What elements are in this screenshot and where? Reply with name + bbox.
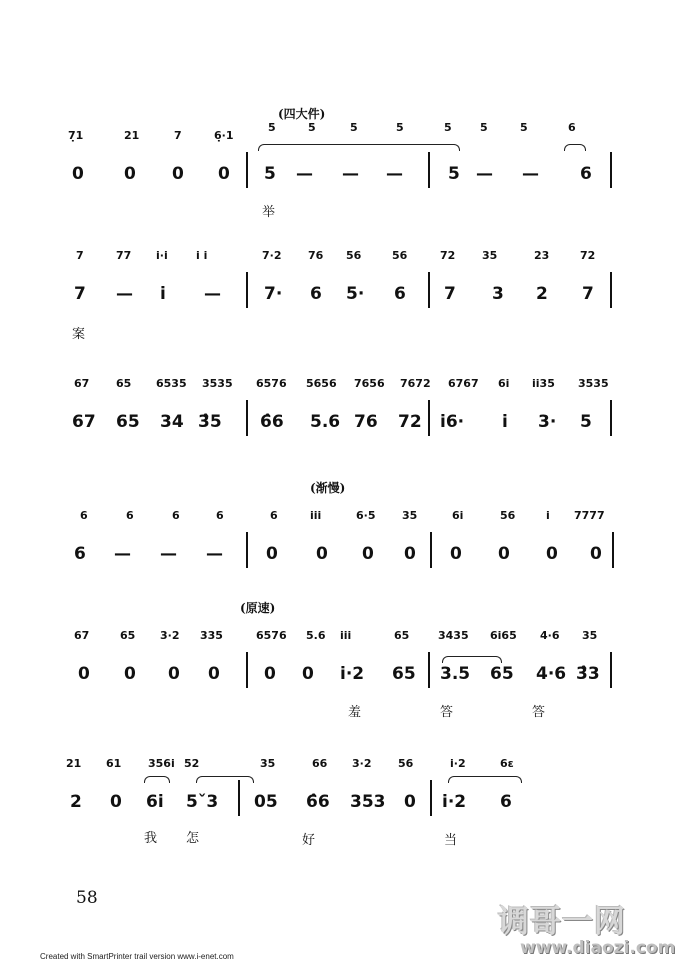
lower-note: 0 [78,664,90,684]
lower-note: — [204,284,221,304]
upper-note: 5 [396,121,404,134]
slur [564,144,586,151]
lower-note: 0 [404,544,416,564]
lower-note: 2 [536,284,548,304]
lower-note: 7 [74,284,86,304]
slur [448,776,522,783]
lyric: 当 [444,833,458,848]
upper-note: 7 [174,129,182,142]
lower-note: — [476,164,493,184]
lower-note: 6 [74,544,86,564]
barline [610,400,612,436]
upper-note: 3535 [202,377,233,390]
upper-note: 3·2 [160,629,180,642]
lower-note: 0 [168,664,180,684]
upper-note: 5 [520,121,528,134]
upper-note: 5 [308,121,316,134]
upper-note: 5 [268,121,276,134]
lower-note: 6 [310,284,322,304]
upper-note: 77 [116,249,132,262]
lower-note: 7 [444,284,456,304]
lower-note: 34 [160,412,184,432]
lower-note: 2 [70,792,82,812]
lower-note: 72 [398,412,422,432]
upper-note: 6 [216,509,224,522]
lower-note: — [206,544,223,564]
lower-note: i·2 [442,792,467,812]
upper-note: 72 [440,249,456,262]
lower-note: 353 [350,792,386,812]
lower-note: 0 [450,544,462,564]
lower-note: 4·6 [536,664,567,684]
lower-note: 3· [538,412,557,432]
lyric: 好 [302,833,316,848]
lower-note: 0 [110,792,122,812]
barline [610,152,612,188]
lower-note: 0 [498,544,510,564]
system-1 [0,100,690,250]
lyric: 我 [144,831,158,846]
lower-note: 0 [218,164,230,184]
upper-note: 6576 [256,377,287,390]
upper-note: 6535 [156,377,187,390]
lower-note: 5ˇ3 [186,792,219,812]
lower-note: i [160,284,166,304]
credit-line: Created with SmartPrinter trail version www.i-enet.com [40,952,234,961]
barline [428,652,430,688]
barline [246,532,248,568]
barline [430,532,432,568]
lower-note: 6̂6 [306,792,330,812]
upper-note: 6767 [448,377,479,390]
upper-note: 56 [392,249,408,262]
lower-note: 65 [116,412,140,432]
barline [246,272,248,308]
lower-note: 0 [302,664,314,684]
slur [196,776,254,783]
lower-note: 0 [124,164,136,184]
upper-note: 72 [580,249,596,262]
lower-note: 3̂3 [576,664,600,684]
lyric: 羞 [348,705,362,720]
lower-note: i6· [440,412,465,432]
lyric: 举 [262,205,276,220]
lower-note: 6̂6 [260,412,284,432]
upper-note: 6i65 [490,629,517,642]
lower-note: 0 [264,664,276,684]
lower-note: 5.6 [310,412,341,432]
lower-note: 0 [546,544,558,564]
lower-note: — [160,544,177,564]
barline [428,272,430,308]
lower-note: — [522,164,539,184]
lower-note: 0 [124,664,136,684]
barline [428,400,430,436]
lower-note: 67 [72,412,96,432]
upper-note: 21 [66,757,82,770]
upper-note: 5 [480,121,488,134]
upper-note: 7̣1 [68,129,84,142]
upper-note: i·2 [450,757,466,770]
lyric: 案 [72,327,86,342]
lower-note: 6 [394,284,406,304]
upper-note: 3435 [438,629,469,642]
upper-note: 4·6 [540,629,560,642]
lower-note: 6 [580,164,592,184]
lower-note: 0 [590,544,602,564]
upper-note: 5.6 [306,629,326,642]
upper-note: 6·5 [356,509,376,522]
barline [610,652,612,688]
upper-note: 6576 [256,629,287,642]
upper-note: 35 [482,249,498,262]
lower-note: — [296,164,313,184]
lower-note: — [386,164,403,184]
upper-note: 76 [308,249,324,262]
lower-note: — [342,164,359,184]
upper-note: 61 [106,757,122,770]
upper-note: 6 [126,509,134,522]
lower-note: 0 [316,544,328,564]
lower-note: 0 [72,164,84,184]
barline [610,272,612,308]
lower-note: 6i [146,792,164,812]
lower-note: i·2 [340,664,365,684]
upper-note: 56 [346,249,362,262]
upper-note: 335 [200,629,223,642]
lower-note: i [502,412,508,432]
upper-note: 7·2 [262,249,282,262]
upper-note: 6 [568,121,576,134]
upper-note: 67 [74,377,90,390]
upper-note: 65 [116,377,132,390]
lyric: 答 [532,705,546,720]
upper-note: 6 [80,509,88,522]
upper-note: 7672 [400,377,431,390]
upper-note: 66 [312,757,328,770]
upper-note: ii35 [532,377,555,390]
upper-note: 6ε [500,757,514,770]
barline [246,400,248,436]
upper-note: 6̣·1 [214,129,234,142]
lower-note: 0 [362,544,374,564]
page-number: 58 [76,888,98,908]
tempo-mark: (四大件) [278,107,326,121]
lower-note: 7 [582,284,594,304]
upper-note: i i [196,249,208,262]
upper-note: 56 [398,757,414,770]
upper-note: 67 [74,629,90,642]
barline [238,780,240,816]
lyric: 怎 [186,831,200,846]
lower-note: 65 [490,664,514,684]
lower-note: 0 [404,792,416,812]
lower-note: 3 [492,284,504,304]
upper-note: 56 [500,509,516,522]
lower-note: 6 [500,792,512,812]
upper-note: 7777 [574,509,605,522]
upper-note: 6i [452,509,464,522]
lower-note: 5· [346,284,365,304]
upper-note: 6i [498,377,510,390]
upper-note: 21 [124,129,140,142]
lower-note: — [116,284,133,304]
upper-note: 6 [172,509,180,522]
lower-note: 5 [264,164,276,184]
upper-note: 5656 [306,377,337,390]
lower-note: 65 [392,664,416,684]
upper-note: 7656 [354,377,385,390]
upper-note: 35 [402,509,418,522]
upper-note: 5 [350,121,358,134]
lower-note: 3̂5 [198,412,222,432]
tempo-mark: (原速) [240,601,276,615]
tempo-mark: (渐慢) [310,481,346,495]
barline [430,780,432,816]
upper-note: 5 [444,121,452,134]
slur [442,656,502,663]
upper-note: iii [340,629,352,642]
barline [246,152,248,188]
upper-note: 7 [76,249,84,262]
barline [612,532,614,568]
upper-note: 52 [184,757,200,770]
upper-note: i [546,509,550,522]
slur [144,776,170,783]
upper-note: 3·2 [352,757,372,770]
upper-note: iii [310,509,322,522]
upper-note: 6 [270,509,278,522]
upper-note: 35 [582,629,598,642]
lower-note: 05 [254,792,278,812]
lower-note: 0 [266,544,278,564]
upper-note: 23 [534,249,550,262]
slur [258,144,460,151]
system-5 [0,600,690,750]
lyric: 答 [440,705,454,720]
lower-note: 76 [354,412,378,432]
system-6 [0,748,690,898]
lower-note: 0 [172,164,184,184]
upper-note: 3535 [578,377,609,390]
lower-note: 0 [208,664,220,684]
barline [428,152,430,188]
upper-note: 65 [120,629,136,642]
lower-note: 5 [580,412,592,432]
lower-note: — [114,544,131,564]
site-watermark: 调哥一网 [498,904,626,940]
lower-note: 7· [264,284,283,304]
upper-note: i·i [156,249,168,262]
site-watermark-url: www.diaozi.com [520,938,676,958]
upper-note: 35 [260,757,276,770]
upper-note: 356i [148,757,175,770]
barline [246,652,248,688]
lower-note: 5 [448,164,460,184]
upper-note: 65 [394,629,410,642]
lower-note: 3.5 [440,664,471,684]
